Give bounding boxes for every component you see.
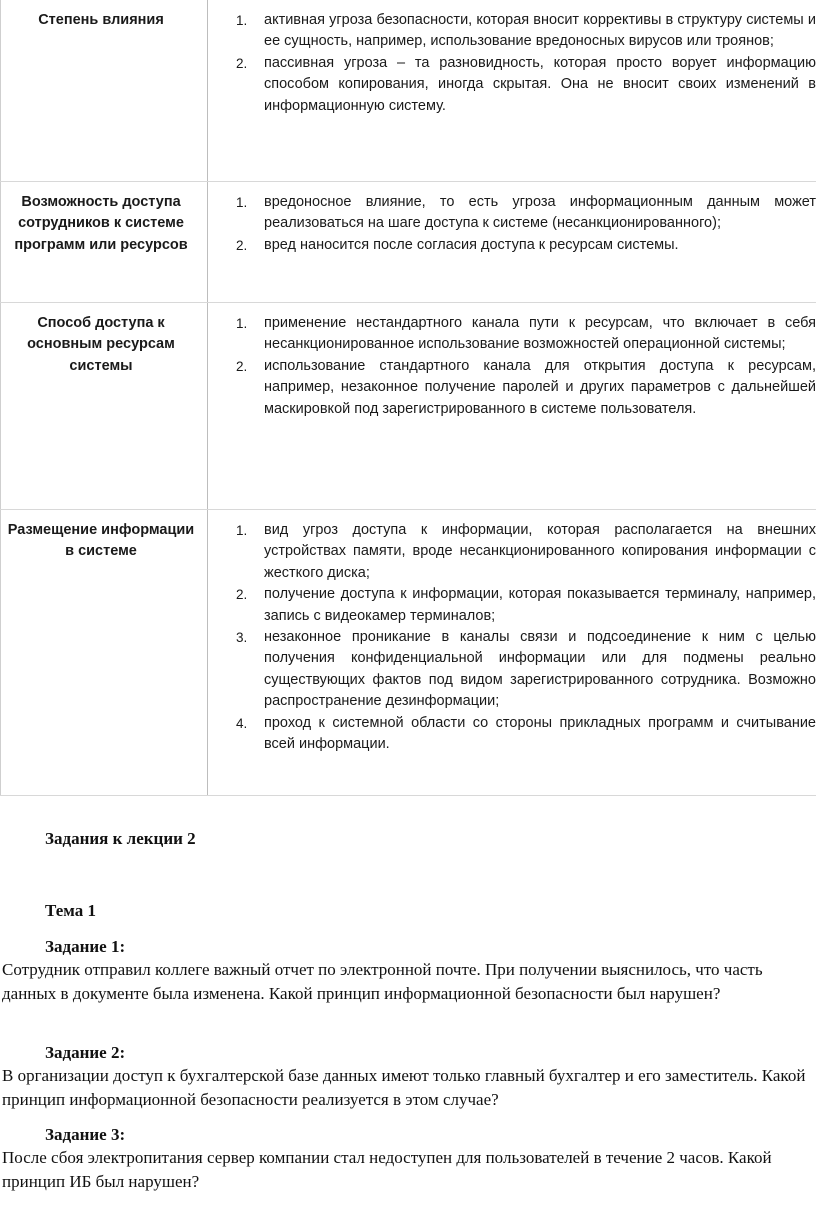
list-item-text: получение доступа к информации, которая показывается терминалу, например, запись с видеокамер терминалов; — [264, 586, 816, 624]
section-title: Задания к лекции 2 — [45, 829, 196, 848]
row-description — [208, 0, 816, 182]
table-row — [1, 182, 816, 303]
list-item-text: применение нестандартного канала пути к ресурсам, что включает в себя несанкционированное использование возможностей операционной системы; — [264, 315, 816, 353]
item-list — [208, 192, 816, 256]
list-item: 1. вид угроз доступа к информации, которая располагается на внешних устройствах памяти, вроде несанкционированного копирования информации с жесткого диска; — [236, 522, 816, 581]
row-category: Способ доступа к основным ресурсам системы — [1, 303, 208, 510]
list-item-text: вредоносное влияние, то есть угроза информационным данным может реализоваться на шаге доступа к системе (несанкционированного); — [264, 194, 816, 232]
list-item-text: использование стандартного канала для открытия доступа к ресурсам, например, незаконное получение паролей и других параметров с дальнейшей маскировкой под зарегистрированного в системе пользователя. — [264, 357, 816, 417]
task-text: В организации доступ к бухгалтерской базе данных имеют только главный бухгалтер и его заместитель. Какой принцип информационной безопасности реализуется в этом случае? — [2, 1066, 806, 1109]
task-text: После сбоя электропитания сервер компании стал недоступен для пользователей в течение 2 часов. Какой принцип ИБ был нарушен? — [2, 1148, 772, 1191]
row-description — [208, 182, 816, 303]
task-label: Задание 2: — [45, 1043, 126, 1062]
task-text: Сотрудник отправил коллеге важный отчет по электронной почте. При получении выяснилось, что часть данных в документе была изменена. Какой принцип информационной безопасности был нарушен? — [2, 960, 763, 1003]
row-description — [208, 510, 816, 796]
list-item: 2. вред наносится после согласия доступа к ресурсам системы. — [236, 236, 679, 253]
list-item: 2. использование стандартного канала для открытия доступа к ресурсам, например, незаконное получение паролей и других параметров с дальнейшей маскировкой под зарегистрированного в системе пользователя. — [236, 357, 816, 417]
item-list — [208, 10, 816, 117]
list-item: 4. проход к системной области со стороны прикладных программ и считывание всей информации. — [236, 714, 816, 753]
topic-title: Тема 1 — [45, 901, 96, 920]
list-item: 1. вредоносное влияние, то есть угроза информационным данным может реализоваться на шаге доступа к системе (несанкционированного); — [236, 194, 816, 232]
list-item: 1. активная угроза безопасности, которая вносит коррективы в структуру системы и ее сущность, например, использование вредоносных вирусов или троянов; — [236, 12, 816, 50]
table-row — [1, 303, 816, 510]
list-item: 1. применение нестандартного канала пути к ресурсам, что включает в себя несанкционированное использование возможностей операционной системы; — [236, 315, 816, 353]
list-item-text: активная угроза безопасности, которая вносит коррективы в структуру системы и ее сущность, например, использование вредоносных вирусов или троянов; — [264, 12, 816, 50]
list-item-text: пассивная угроза – та разновидность, которая просто ворует информацию способом копирования, иногда скрытая. Она не вносит своих изменений в информационную систему. — [264, 54, 816, 114]
row-category: Степень влияния — [1, 0, 208, 182]
list-item-text: проход к системной области со стороны прикладных программ и считывание всей информации. — [264, 714, 816, 753]
task-label: Задание 1: — [45, 937, 126, 956]
item-list — [208, 520, 816, 755]
list-item: 2. пассивная угроза – та разновидность, которая просто ворует информацию способом копирования, иногда скрытая. Она не вносит своих изменений в информационную систему. — [236, 54, 816, 114]
row-category: Размещение информации в системе — [1, 510, 208, 796]
list-item: 2. получение доступа к информации, которая показывается терминалу, например, запись с видеокамер терминалов; — [236, 586, 816, 624]
item-list — [208, 313, 816, 420]
list-item-text: вред наносится после согласия доступа к ресурсам системы. — [264, 236, 679, 253]
list-item: 3. незаконное проникание в каналы связи и подсоединение к ним с целью получения конфиденциальной информации или для подмены реально существующих фактов под видом зарегистрированного сотрудника. Возможно распространение дезинформации; — [236, 629, 816, 710]
list-item-text: вид угроз доступа к информации, которая располагается на внешних устройствах памяти, вроде несанкционированного копирования информации с жесткого диска; — [264, 522, 816, 581]
list-item-text: незаконное проникание в каналы связи и подсоединение к ним с целью получения конфиденциальной информации или для подмены реально существующих фактов под видом зарегистрированного сотрудника. Возможно распространение дезинформации; — [264, 629, 816, 710]
table-row — [1, 0, 816, 182]
row-description — [208, 303, 816, 510]
table-row — [1, 510, 816, 796]
row-category: Возможность доступа сотрудников к системе программ или ресурсов — [1, 182, 208, 303]
task-label: Задание 3: — [45, 1125, 126, 1144]
